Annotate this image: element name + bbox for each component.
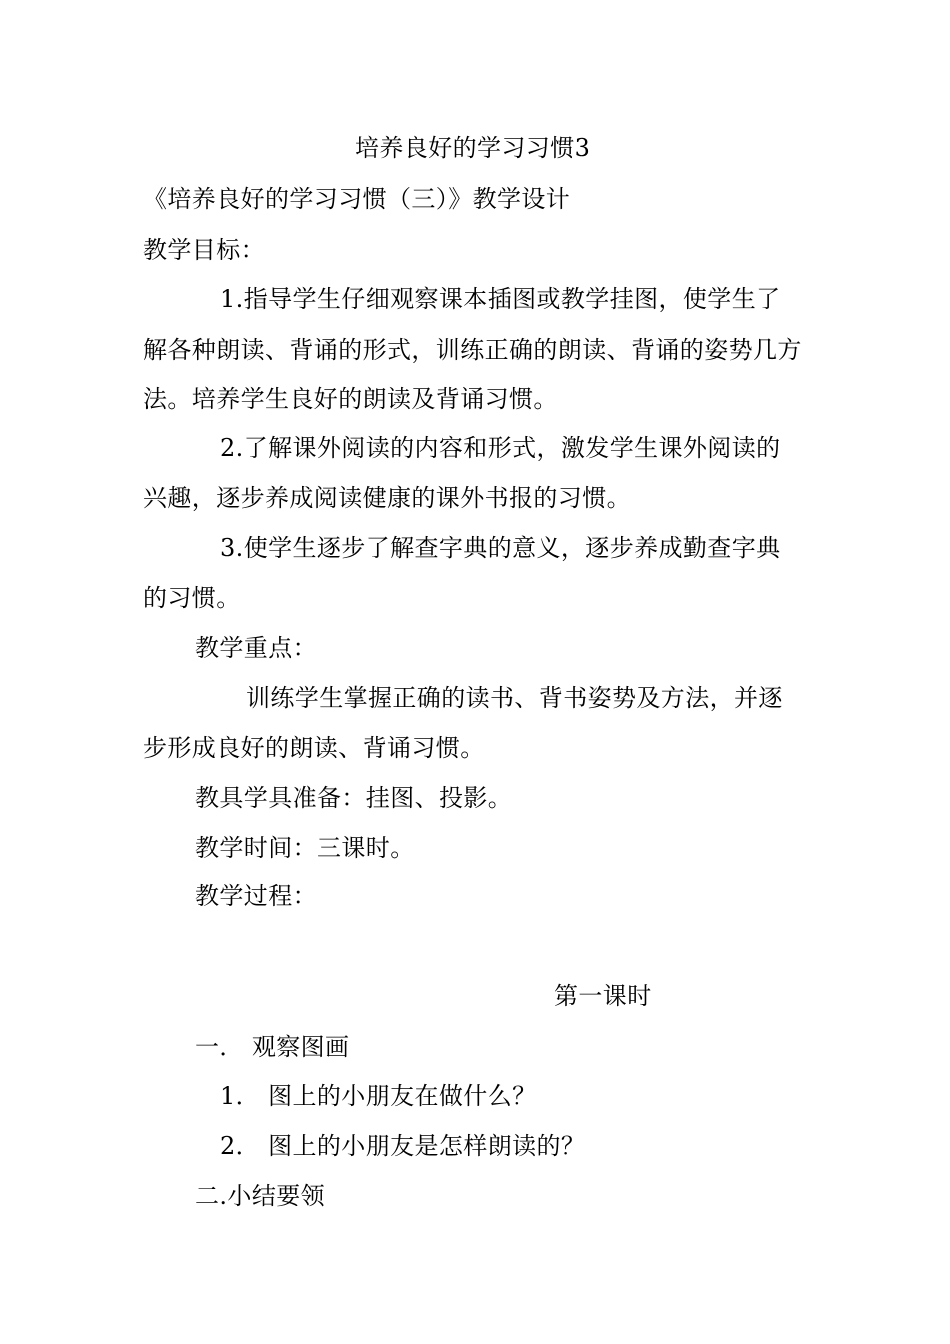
process-heading: 教学过程： [195,882,317,910]
objective-1-line-1: 1.指导学生仔细观察课本插图或教学挂图，使学生了 [220,285,781,313]
key-points-heading: 教学重点： [195,634,317,662]
objective-3-line-2: 的习惯。 [143,584,241,612]
section-2-heading: 二.小结要领 [195,1182,326,1210]
objective-2-line-2: 兴趣，逐步养成阅读健康的课外书报的习惯。 [143,484,631,512]
document-title: 培养良好的学习习惯3 [355,134,591,162]
section-1-question-1: 1． 图上的小朋友在做什么？ [220,1082,537,1110]
key-points-line-2: 步形成良好的朗读、背诵习惯。 [143,734,485,762]
key-points-line-1: 训练学生掌握正确的读书、背书姿势及方法，并逐 [246,684,783,712]
objective-3-line-1: 3.使学生逐步了解查字典的意义，逐步养成勤查字典 [220,534,781,562]
section-1-heading: 一． 观察图画 [195,1033,350,1061]
objective-1-line-2: 解各种朗读、背诵的形式，训练正确的朗读、背诵的姿势几方 [143,336,802,364]
objective-2-line-1: 2.了解课外阅读的内容和形式，激发学生课外阅读的 [220,434,781,462]
section-1-question-2: 2． 图上的小朋友是怎样朗读的？ [220,1132,586,1160]
objectives-heading: 教学目标： [143,236,265,264]
lesson-heading: 第一课时 [554,982,652,1010]
materials-line: 教具学具准备：挂图、投影。 [195,784,513,812]
objective-1-line-3: 法。培养学生良好的朗读及背诵习惯。 [143,385,558,413]
document-subtitle: 《培养良好的学习习惯（三）》教学设计 [143,185,571,213]
time-line: 教学时间：三课时。 [195,834,415,862]
